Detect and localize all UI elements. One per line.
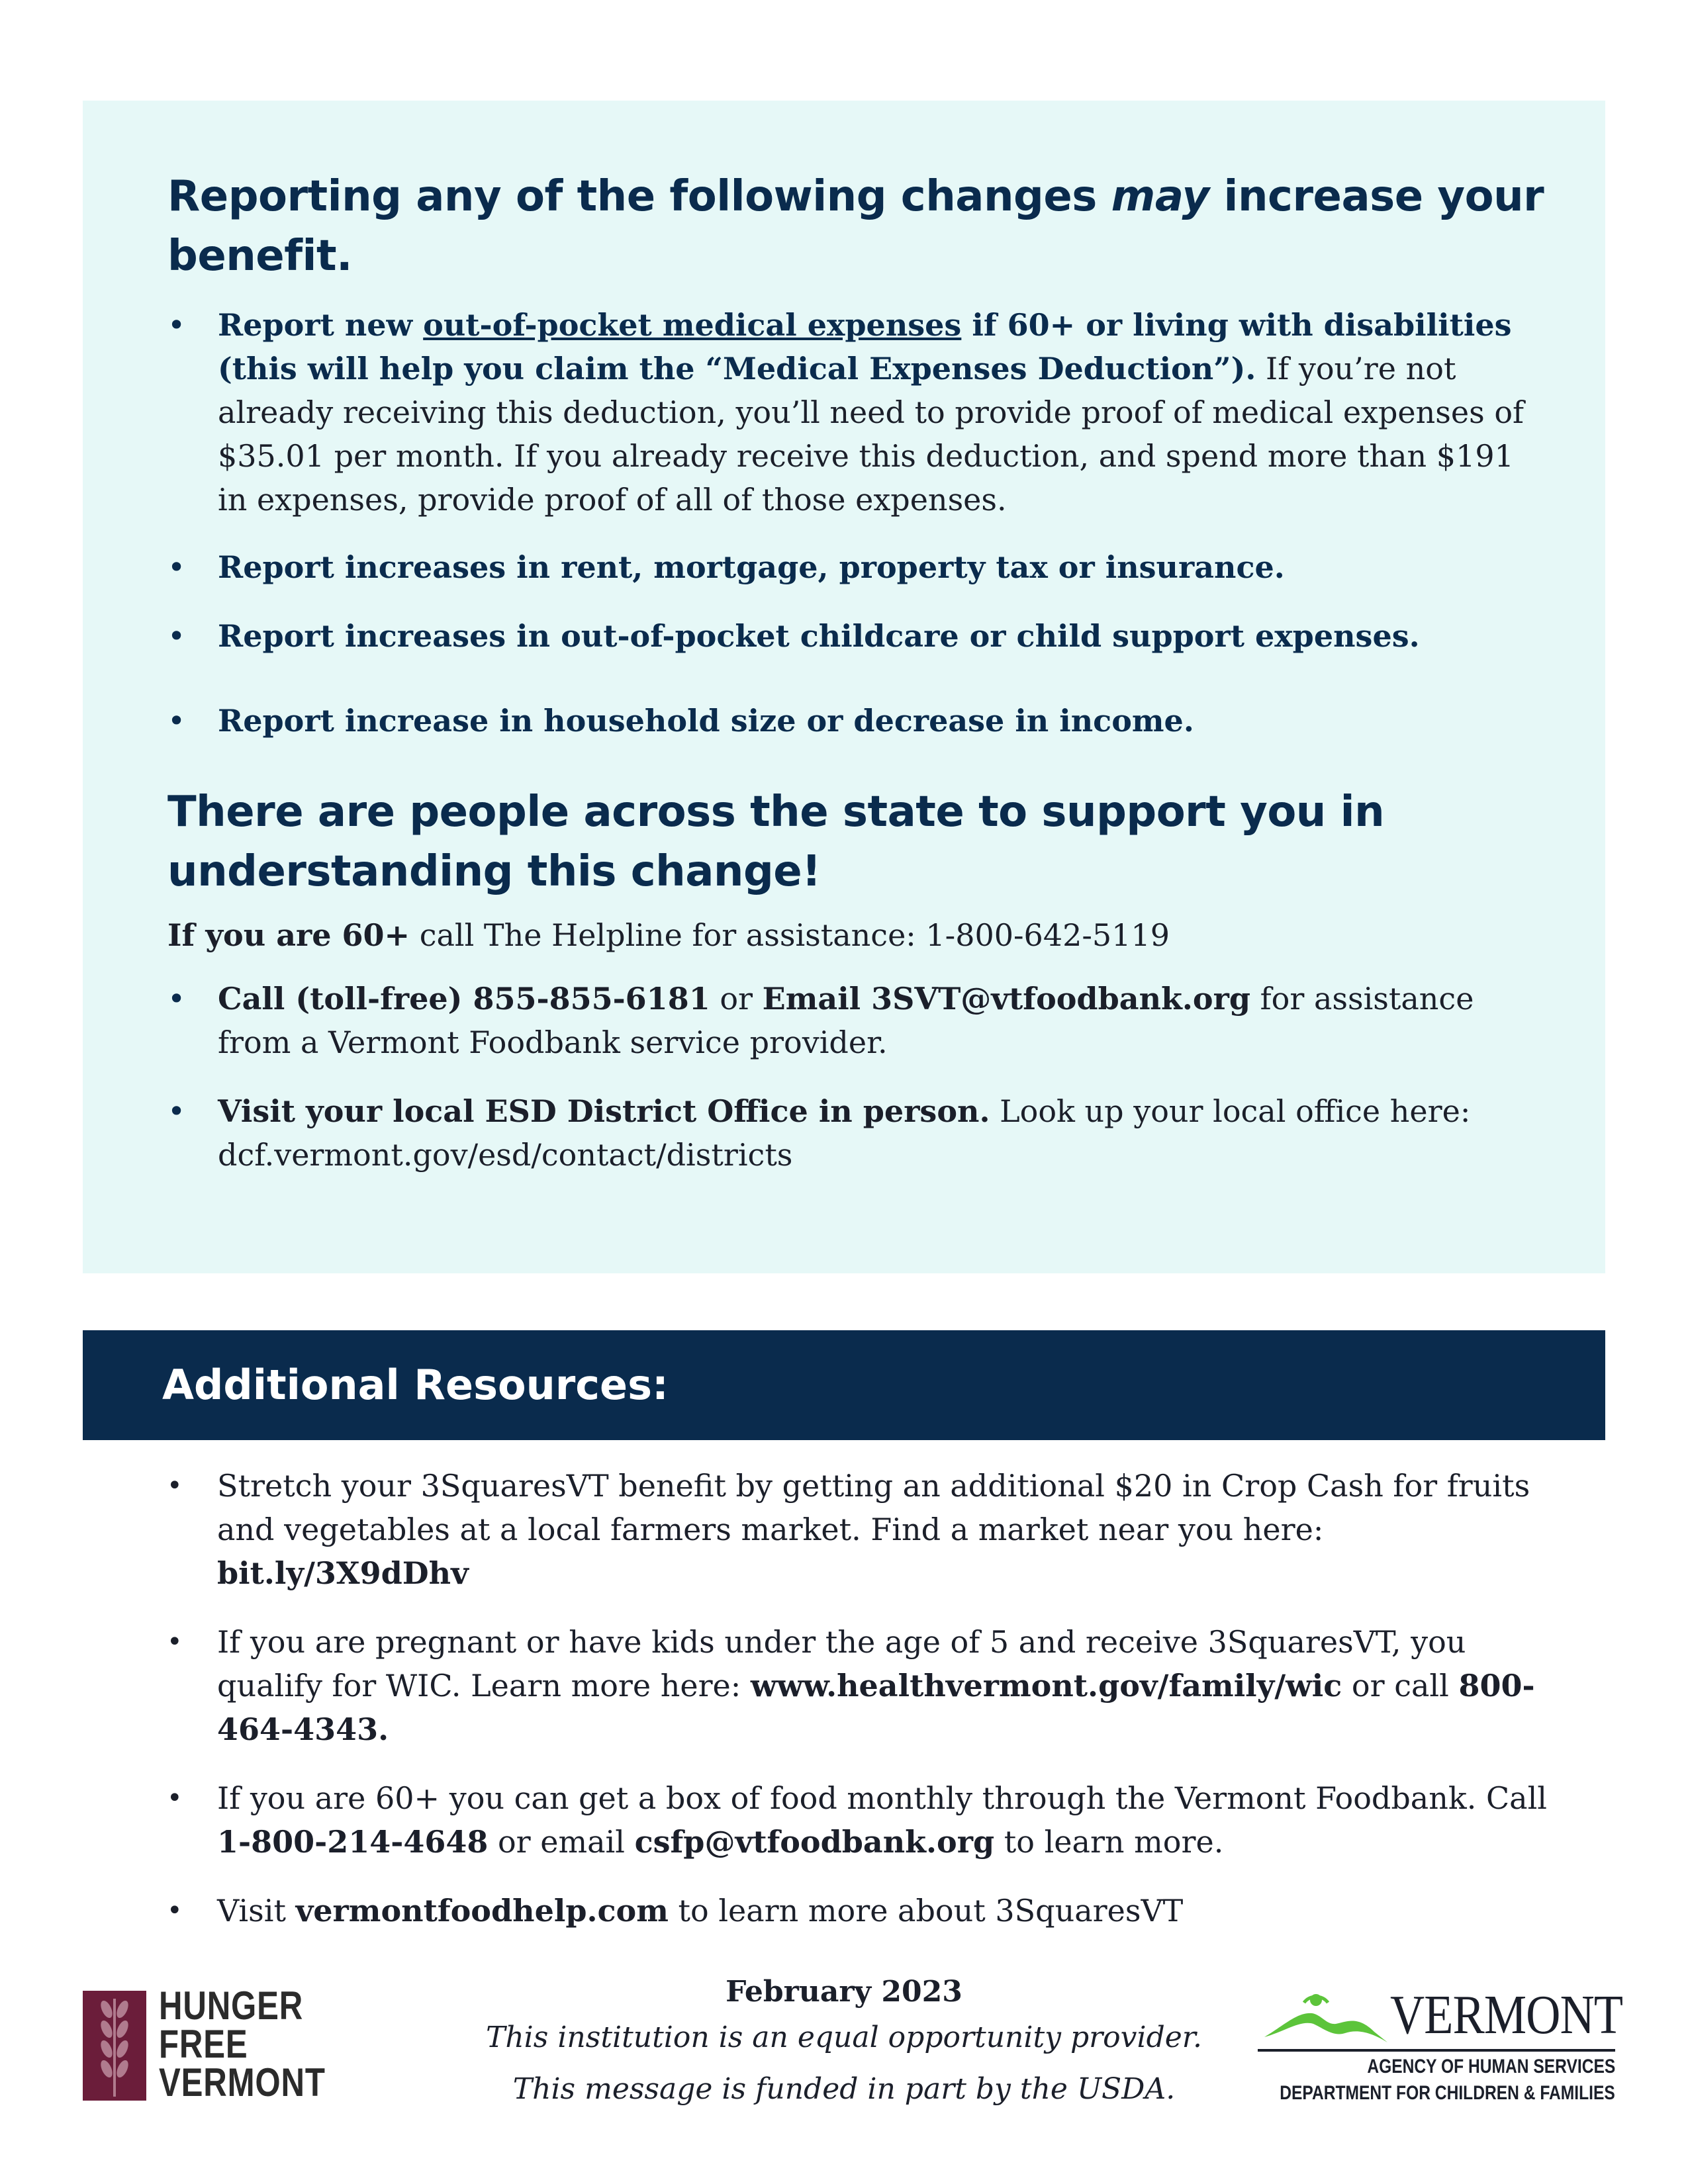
heading-report-changes: Reporting any of the following changes may increase your benefit. <box>167 172 1544 281</box>
list-item: • Stretch your 3SquaresVT benefit by getting an additional $20 in Crop Cash for fruits and vegetables at a local farmers market. Find a market near you here: bit.ly/3X9dDhv <box>167 1464 1557 1595</box>
resources-header-bar <box>83 1330 1605 1440</box>
foodbank-phone[interactable]: Call (toll-free) 855-855-6181 <box>218 981 710 1017</box>
list-item: • Report new out-of-pocket medical expenses if 60+ or living with disabilities (this will help you claim the “Medical Expenses Deduction”). If you’re not already receiving this deduction, you’ll need to provide proof of medical expenses of $35.01 per month. If you already receive this deduction, and spend more than $191 in expenses, provide proof of all of those expenses. <box>167 303 1544 522</box>
list-item: • Report increase in household size or decrease in income. <box>167 699 1544 743</box>
list-item: • If you are 60+ you can get a box of food monthly through the Vermont Foodbank. Call 1-800-214-4648 or email csfp@vtfoodbank.org to learn more. <box>167 1776 1557 1864</box>
wic-phone[interactable]: 800-464-4343. <box>217 1668 1535 1747</box>
csfp-phone[interactable]: 1-800-214-4648 <box>217 1824 489 1860</box>
hunger-free-vermont-logo <box>83 1983 334 2106</box>
list-item: • Call (toll-free) 855-855-6181 or Email 3SVT@vtfoodbank.org for assistance from a Vermont Foodbank service provider. <box>167 977 1544 1064</box>
hfv-wordmark: HUNGER FREE VERMONT <box>159 1983 326 2105</box>
list-item: • Visit your local ESD District Office in person. Look up your local office here: dcf.vermont.gov/esd/contact/districts <box>167 1089 1544 1177</box>
vermont-mountain-icon <box>1258 1985 1390 2049</box>
list-item: • If you are pregnant or have kids under the age of 5 and receive 3SquaresVT, you qualify for WIC. Learn more here: www.healthvermont.gov/family/wic or call 800-464-4343. <box>167 1620 1557 1751</box>
footer-date: February 2023 <box>726 1975 962 2009</box>
department-name: DEPARTMENT FOR CHILDREN & FAMILIES <box>1280 2082 1615 2104</box>
crop-cash-link[interactable]: bit.ly/3X9dDhv <box>217 1555 469 1591</box>
info-panel <box>83 101 1605 1273</box>
logo-divider <box>1258 2049 1615 2052</box>
resources-title: Additional Resources: <box>162 1361 669 1409</box>
agency-name: AGENCY OF HUMAN SERVICES <box>1367 2056 1615 2077</box>
emphasis-may: may <box>1111 172 1209 221</box>
resources-list <box>167 1464 1557 1933</box>
list-item: • Visit vermontfoodhelp.com to learn more about 3SquaresVT <box>167 1889 1557 1933</box>
list-item: • Report increases in out-of-pocket childcare or child support expenses. <box>167 614 1544 658</box>
footer-equal-opportunity: This institution is an equal opportunity provider. <box>486 2021 1202 2054</box>
foodbank-email[interactable]: Email 3SVT@vtfoodbank.org <box>762 981 1250 1017</box>
vermont-ahs-logo <box>1258 1985 1628 2111</box>
vermont-wordmark: VERMONT <box>1390 1984 1623 2046</box>
csfp-email[interactable]: csfp@vtfoodbank.org <box>634 1824 995 1860</box>
helpline-text: If you are 60+ call The Helpline for assistance: 1-800-642-5119 <box>167 917 1170 953</box>
footer-usda: This message is funded in part by the USDA. <box>512 2072 1176 2106</box>
list-item: • Report increases in rent, mortgage, property tax or insurance. <box>167 545 1544 589</box>
footer <box>437 1972 1251 2115</box>
medical-expenses-link[interactable]: out-of-pocket medical expenses <box>423 307 962 343</box>
report-changes-list <box>167 303 1544 743</box>
heading-support: There are people across the state to support you in understanding this change! <box>167 788 1385 896</box>
info-panel-content <box>167 167 1544 1177</box>
vermont-food-help-link[interactable]: vermontfoodhelp.com <box>295 1893 669 1929</box>
wheat-icon <box>83 1991 146 2101</box>
support-list <box>167 977 1544 1177</box>
wic-link[interactable]: www.healthvermont.gov/family/wic <box>750 1668 1342 1704</box>
